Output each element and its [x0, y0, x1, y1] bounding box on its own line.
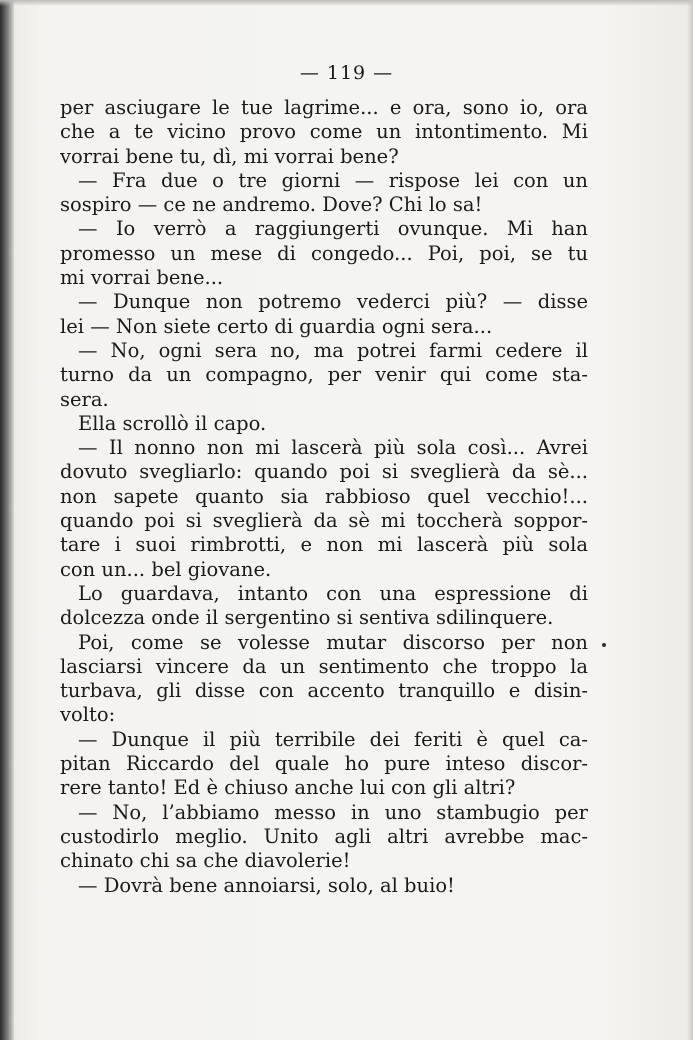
page-number: — 119 —: [299, 62, 394, 84]
text-line: — Il nonno non mi lascerà più sola così... Avrei: [78, 436, 588, 460]
text-line: custodirlo meglio. Unito agli altri avrebbe mac-: [60, 824, 588, 848]
text-line: turbava, gli disse con accento tranquillo e disin-: [60, 679, 588, 703]
text-line: promesso un mese di congedo... Poi, poi, se tu: [60, 241, 588, 265]
text-line: non sapete quanto sia rabbioso quel vecchio!...: [60, 484, 588, 508]
text-line: lasciarsi vincere da un sentimento che troppo la: [60, 654, 588, 678]
text-line: — Dunque il più terribile dei feriti è quel ca-: [78, 727, 588, 751]
text-line: sera.: [60, 387, 109, 411]
text-line: quando poi si sveglierà da sè mi toccherà soppor-: [60, 509, 588, 533]
text-line: per asciugare le tue lagrime... e ora, sono io, ora: [60, 96, 588, 119]
text-line: — No, ogni sera no, ma potrei farmi cedere il: [78, 338, 588, 362]
text-line: dolcezza onde il sergentino si sentiva sdilinquere.: [60, 606, 554, 630]
text-line: — No, l’abbiamo messo in uno stambugio per: [78, 800, 588, 824]
text-line: — Dovrà bene annoiarsi, solo, al buio!: [78, 873, 455, 897]
ink-speck: [602, 643, 606, 647]
text-line: mi vorrai bene...: [60, 266, 224, 290]
text-line: con un... bel giovane.: [60, 557, 272, 581]
text-line: lei — Non siete certo di guardia ogni sera...: [60, 314, 493, 338]
text-line: — Dunque non potremo vederci più? — disse: [78, 290, 588, 314]
text-line: Lo guardava, intanto con una espressione di: [78, 581, 588, 605]
text-line: rere tanto! Ed è chiuso anche lui con gli altri?: [60, 776, 516, 800]
text-line: che a te vicino provo come un intontimento. Mi: [60, 120, 588, 144]
text-line: — Fra due o tre giorni — rispose lei con un: [78, 168, 588, 192]
page-right-edge: [687, 0, 693, 1040]
text-line: Poi, come se volesse mutar discorso per non: [78, 630, 588, 654]
binding-shadow: [0, 0, 14, 1040]
text-line: pitan Riccardo del quale ho pure inteso discor-: [60, 752, 588, 776]
text-line: tare i suoi rimbrotti, e non mi lascerà più sola: [60, 533, 588, 557]
text-line: — Io verrò a raggiungerti ovunque. Mi han: [78, 217, 588, 241]
text-line: sospiro — ce ne andremo. Dove? Chi lo sa!: [60, 193, 483, 217]
text-line: vorrai bene tu, dì, mi vorrai bene?: [60, 144, 399, 168]
text-line: Ella scrollò il capo.: [78, 411, 267, 435]
body-text: [60, 96, 588, 898]
text-line: volto:: [60, 703, 116, 727]
text-line: turno da un compagno, per venir qui come sta-: [60, 363, 588, 387]
page-top-edge: [0, 0, 693, 6]
text-line: chinato chi sa che diavolerie!: [60, 849, 351, 873]
text-line: dovuto svegliarlo: quando poi si sveglierà da sè...: [60, 460, 588, 484]
